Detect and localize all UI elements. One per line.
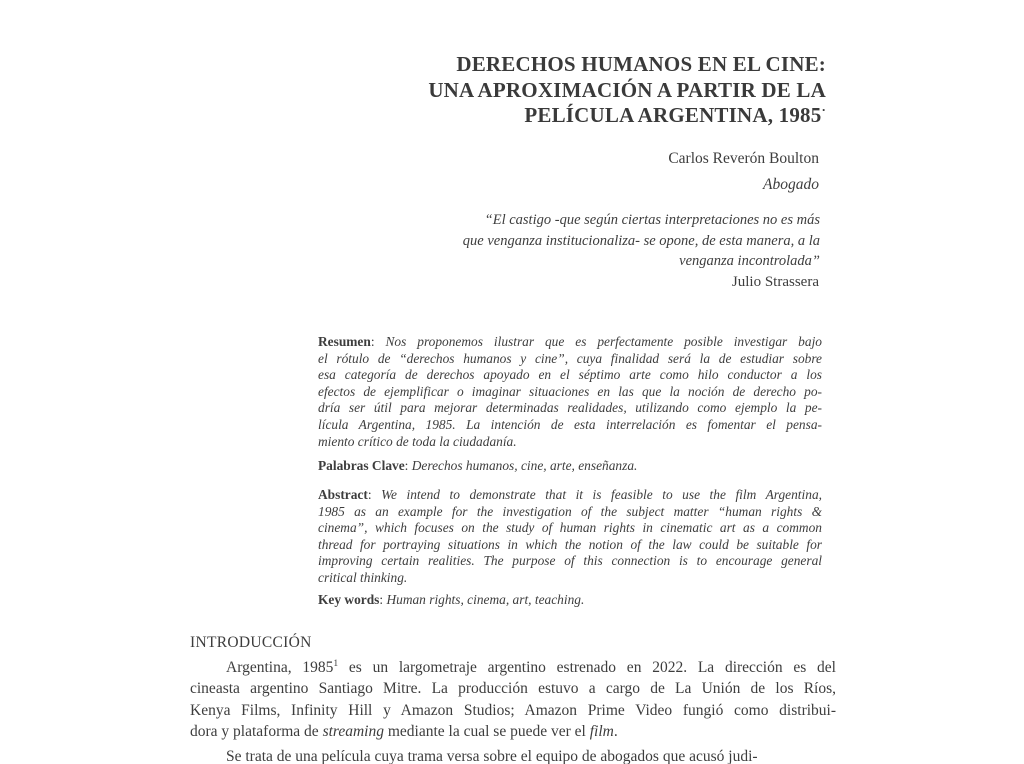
text-segment: : bbox=[379, 592, 387, 607]
epigraph-attribution: Julio Strassera bbox=[731, 274, 819, 290]
text-segment: Kenya Films, Infinity Hill y Amazon Studios; Amazon Prime Video fungió como distribui- bbox=[190, 701, 836, 719]
keywords-english bbox=[318, 592, 822, 609]
text-line bbox=[463, 231, 820, 252]
text-line bbox=[318, 384, 822, 401]
text-segment: “El castigo -que según ciertas interpretaciones no es más bbox=[484, 212, 820, 228]
text-line bbox=[318, 487, 822, 504]
text-segment: Abogado bbox=[763, 175, 819, 193]
text-line bbox=[318, 334, 822, 351]
text-line bbox=[428, 52, 826, 78]
text-segment: : bbox=[404, 458, 412, 473]
text-segment: improving certain realities. The purpose of this connection is to encourage general bbox=[318, 553, 822, 569]
text-segment: Carlos Reverón Boulton bbox=[668, 150, 819, 167]
section-heading-introduction: INTRODUCCIÓN bbox=[190, 634, 312, 651]
text-segment: Resumen bbox=[318, 334, 371, 349]
text-segment: cinema”, which focuses on the study of human rights in cinematic art as a common bbox=[318, 520, 822, 536]
text-line bbox=[190, 657, 836, 678]
text-line bbox=[668, 146, 819, 172]
text-segment: : bbox=[370, 334, 386, 349]
text-line bbox=[318, 537, 822, 554]
abstract-english bbox=[318, 487, 822, 587]
text-segment: efectos de ejemplificar o imaginar situaciones en las que la noción de derecho po- bbox=[318, 383, 822, 399]
text-segment: 1985 as an example for the investigation of the subject matter “human rights & bbox=[318, 503, 822, 519]
text-line bbox=[318, 351, 822, 368]
text-segment: Argentina, 1985 bbox=[226, 659, 334, 676]
text-segment: film bbox=[589, 723, 614, 741]
text-segment: esa categoría de derechos apoyado en el séptimo arte como hilo conductor a los bbox=[318, 367, 822, 383]
text-line bbox=[318, 417, 822, 434]
text-line bbox=[190, 678, 836, 699]
text-segment: 1 bbox=[333, 657, 339, 669]
text-segment: mediante la cual se puede ver el bbox=[384, 723, 590, 741]
text-segment: Abstract bbox=[318, 487, 368, 502]
text-segment: thread for portraying situations in which the notion of the law could be suitable for bbox=[318, 536, 822, 552]
text-segment: lícula Argentina, 1985. La intención de esta interrelación es fomentar el pensa- bbox=[318, 416, 822, 432]
text-line bbox=[318, 434, 822, 451]
text-line bbox=[668, 172, 819, 198]
epigraph-quote bbox=[463, 210, 820, 272]
text-segment: PELÍCULA ARGENTINA, 1985 bbox=[524, 103, 822, 127]
text-segment: Derechos humanos, cine, arte, enseñanza. bbox=[411, 458, 638, 473]
text-segment: critical thinking. bbox=[318, 569, 408, 585]
text-line bbox=[463, 210, 820, 231]
text-line bbox=[190, 721, 836, 742]
text-segment: streaming bbox=[322, 723, 384, 741]
text-segment: We intend to demonstrate that it is feasible to use the film Argentina, bbox=[381, 487, 822, 502]
text-segment: DERECHOS HUMANOS EN EL CINE: bbox=[456, 52, 826, 76]
text-segment: Nos proponemos ilustrar que es perfectamente posible investigar bajo bbox=[385, 334, 822, 349]
text-line bbox=[318, 458, 822, 475]
text-segment: dría ser útil para mejorar determinadas realidades, utilizando como ejemplo la pe- bbox=[318, 400, 822, 416]
text-line bbox=[318, 570, 822, 587]
intro-paragraph-2-clipped bbox=[190, 746, 836, 764]
text-line bbox=[318, 553, 822, 570]
text-segment: : bbox=[367, 487, 382, 502]
text-segment: Se trata de una película cuya trama versa sobre el equipo de abogados que acusó judi- bbox=[226, 748, 758, 764]
text-line bbox=[318, 504, 822, 521]
text-segment: que venganza institucionaliza- se opone, de esta manera, a la bbox=[462, 232, 820, 249]
text-segment: . bbox=[613, 723, 618, 741]
text-line bbox=[190, 700, 836, 721]
text-segment: · bbox=[821, 102, 826, 117]
text-segment: cineasta argentino Santiago Mitre. La producción estuvo a cargo de La Unión de los Ríos, bbox=[190, 680, 836, 698]
text-line bbox=[463, 251, 820, 272]
text-segment: dora y plataforma de bbox=[190, 723, 323, 741]
text-segment: Palabras Clave bbox=[318, 458, 405, 473]
text-segment: Key words bbox=[318, 592, 380, 607]
text-line bbox=[190, 746, 836, 764]
text-segment: venganza incontrolada” bbox=[679, 253, 820, 269]
text-segment: Human rights, cinema, art, teaching. bbox=[386, 592, 585, 607]
text-line bbox=[318, 592, 822, 609]
text-line bbox=[428, 78, 826, 104]
text-line bbox=[318, 400, 822, 417]
text-line bbox=[428, 103, 826, 129]
text-segment: miento crítico de toda la ciudadanía. bbox=[318, 433, 517, 449]
text-line bbox=[318, 520, 822, 537]
text-segment: UNA APROXIMACIÓN A PARTIR DE LA bbox=[428, 77, 826, 102]
author-block bbox=[668, 146, 819, 197]
keywords-spanish bbox=[318, 458, 822, 475]
text-segment: es un largometraje argentino estrenado en 2022. La dirección es del bbox=[338, 659, 836, 676]
text-line bbox=[318, 367, 822, 384]
abstract-spanish bbox=[318, 334, 822, 450]
intro-paragraph-1 bbox=[190, 657, 836, 743]
paper-title bbox=[428, 52, 826, 129]
text-segment: el rótulo de “derechos humanos y cine”, cuya finalidad será la de estudiar sobre bbox=[318, 350, 822, 366]
